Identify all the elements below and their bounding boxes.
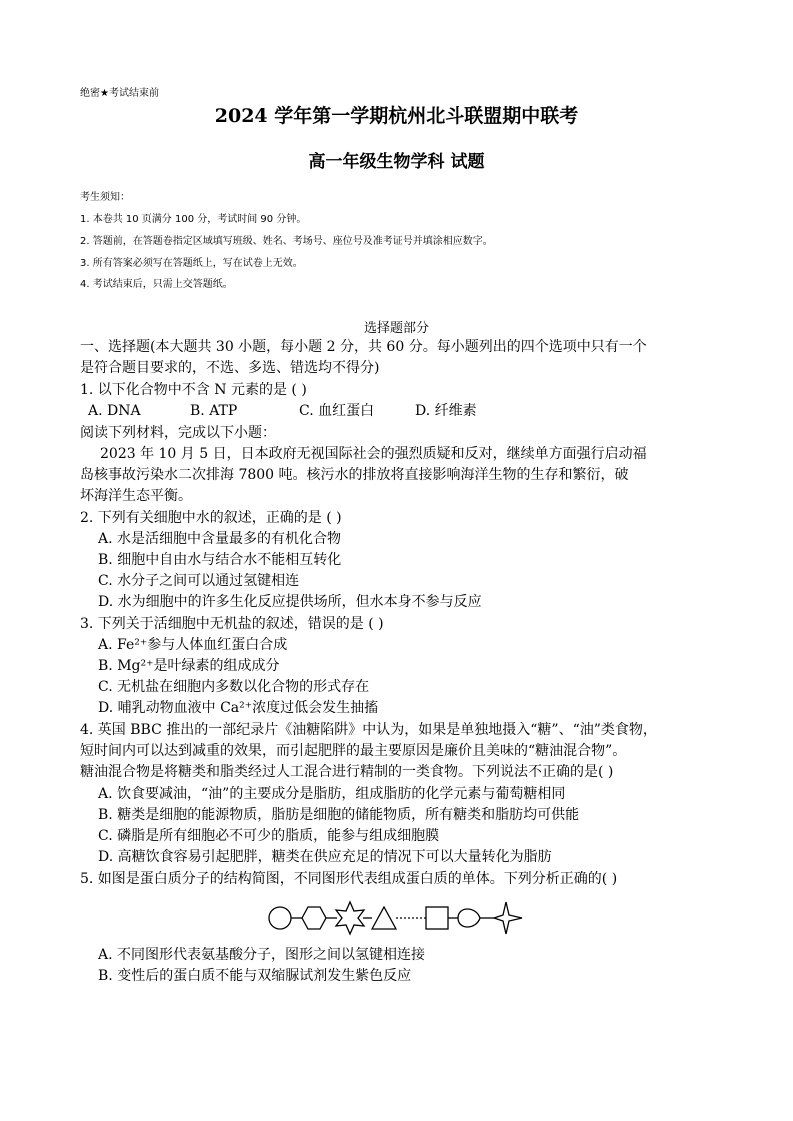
question-stem: 糖油混合物是将糖类和脂类经过人工混合进行精制的一类食物。下列说法不正确的是( )	[80, 764, 614, 780]
material-lead: 阅读下列材料，完成以下小题：	[80, 425, 276, 441]
section-intro: 一、选择题(本大题共 30 小题，每小题 2 分，共 60 分。每小题列出的四个选项中只有一个	[80, 339, 647, 355]
option: B. 变性后的蛋白质不能与双缩脲试剂发生紫色反应	[98, 968, 412, 984]
hexagon-monomer-icon	[302, 907, 326, 929]
option: C. 磷脂是所有细胞必不可少的脂质，能参与组成细胞膜	[98, 828, 440, 844]
option: A. DNA	[88, 403, 141, 419]
drop-monomer-icon	[458, 909, 480, 927]
question-stem: 1. 以下化合物中不含 N 元素的是 ( )	[80, 382, 307, 398]
option: C. 无机盐在细胞内多数以化合物的形式存在	[98, 679, 370, 695]
exam-title: 2024 学年第一学期杭州北斗联盟期中联考	[214, 105, 579, 127]
option: D. 高糖饮食容易引起肥胖，糖类在供应充足的情况下可以大量转化为脂肪	[98, 849, 552, 865]
option: A. 水是活细胞中含量最多的有机化合物	[98, 531, 342, 547]
triangle-monomer-icon	[372, 907, 396, 929]
option: C. 血红蛋白	[299, 403, 375, 419]
section-intro: 是符合题目要求的，不选、多选、错选均不得分)	[80, 360, 380, 376]
option: A. 饮食要减油，“油”的主要成分是脂肪，组成脂肪的化学元素与葡萄糖相同	[98, 786, 566, 802]
exam-subtitle: 高一年级生物学科 试题	[308, 152, 485, 172]
option: B. Mg²⁺是叶绿素的组成成分	[98, 658, 280, 674]
note-item: 3. 所有答案必须写在答题纸上，写在试卷上无效。	[80, 258, 303, 269]
note-item: 4. 考试结束后，只需上交答题纸。	[80, 279, 233, 290]
protein-structure-diagram	[262, 896, 532, 940]
circle-monomer-icon	[269, 907, 291, 929]
material-line: 2023 年 10 月 5 日，日本政府无视国际社会的强烈质疑和反对，继续单方面强行启动福	[100, 446, 647, 462]
option: D. 哺乳动物血液中 Ca²⁺浓度过低会发生抽搐	[98, 700, 379, 716]
note-item: 1. 本卷共 10 页满分 100 分，考试时间 90 分钟。	[80, 214, 307, 225]
secret-label: 绝密★考试结束前	[80, 88, 159, 99]
notes-heading: 考生须知：	[80, 192, 130, 203]
note-item: 2. 答题前，在答题卷指定区域填写班级、姓名、考场号、座位号及准考证号并填涂相应数字。	[80, 236, 493, 247]
option: D. 水为细胞中的许多生化反应提供场所，但水本身不参与反应	[98, 594, 482, 610]
option: B. ATP	[190, 403, 238, 419]
option: B. 糖类是细胞的能源物质，脂肪是细胞的储能物质，所有糖类和脂肪均可供能	[98, 807, 580, 823]
option: A. 不同图形代表氨基酸分子，图形之间以氢键相连接	[98, 947, 426, 963]
option: C. 水分子之间可以通过氢键相连	[98, 573, 300, 589]
material-line: 坏海洋生态平衡。	[80, 488, 192, 504]
question-stem: 4. 英国 BBC 推出的一部纪录片《油糖陷阱》中认为，如果是单独地摄入“糖”、“油”类食物，	[80, 722, 657, 738]
question-stem: 短时间内可以达到减重的效果，而引起肥胖的最主要原因是廉价且美味的“糖油混合物”。	[80, 743, 627, 759]
question-stem: 2. 下列有关细胞中水的叙述，正确的是 ( )	[80, 510, 342, 526]
option: D. 纤维素	[415, 403, 477, 419]
question-stem: 3. 下列关于活细胞中无机盐的叙述，错误的是 ( )	[80, 616, 384, 632]
option: A. Fe²⁺参与人体血红蛋白合成	[98, 637, 288, 653]
square-monomer-icon	[426, 907, 448, 929]
question-stem: 5. 如图是蛋白质分子的结构简图，不同图形代表组成蛋白质的单体。下列分析正确的( )	[80, 871, 618, 887]
option: B. 细胞中自由水与结合水不能相互转化	[98, 552, 342, 568]
material-line: 岛核事故污染水二次排海 7800 吨。核污水的排放将直接影响海洋生物的生存和繁衍，破	[80, 467, 629, 483]
four-point-star-monomer-icon	[494, 902, 522, 934]
star-monomer-icon	[336, 902, 364, 934]
section-title: 选择题部分	[363, 321, 429, 336]
